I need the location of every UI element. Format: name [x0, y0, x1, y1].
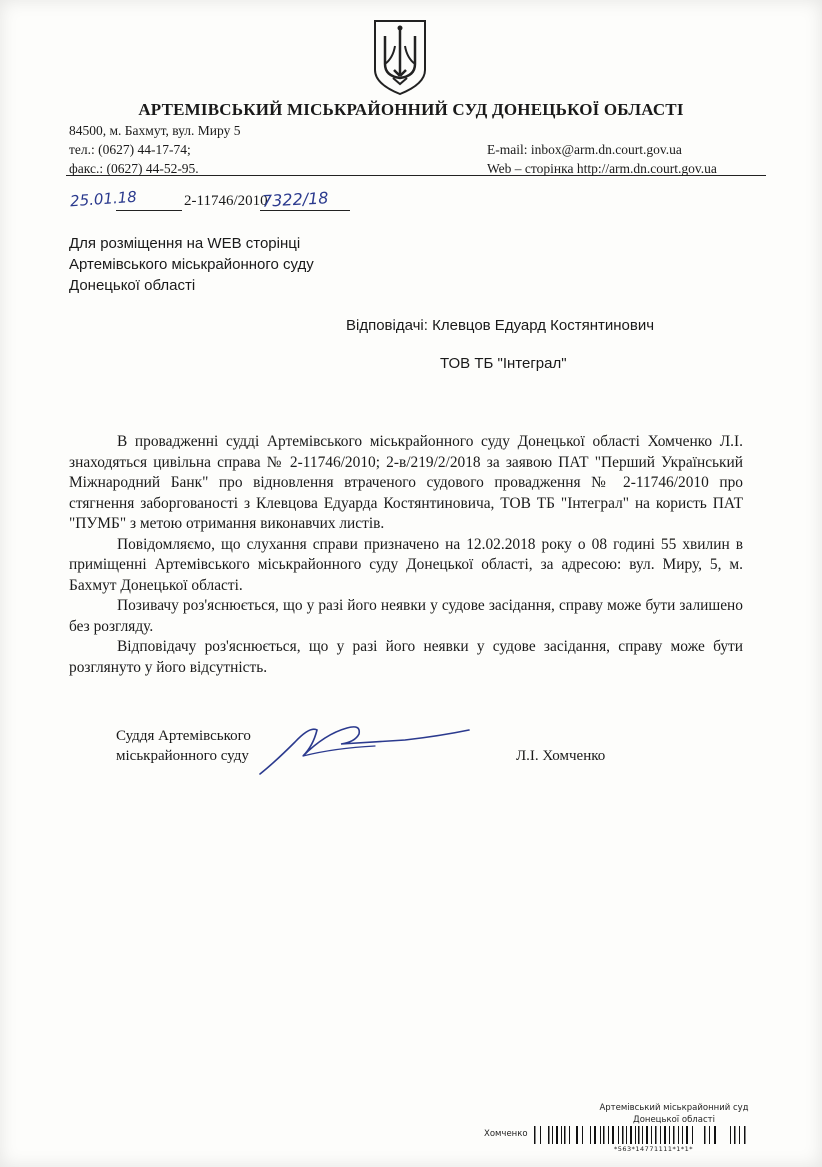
handwritten-outgoing-number: 7322/18 [261, 188, 329, 211]
defendant-row-1 [346, 315, 746, 336]
defendant-2: ТОВ ТБ "Інтеграл" [440, 355, 567, 372]
court-email: E-mail: inbox@arm.dn.court.gov.ua [487, 142, 682, 157]
court-phone: тел.: (0627) 44-17-74; [69, 142, 191, 157]
stamp-court-line-1: Артемівський міськрайонний суд [599, 1103, 749, 1113]
addressee-block [69, 233, 389, 296]
handwritten-date: 25.01.18 [69, 187, 138, 211]
body-paragraph-3: Позивачу роз'яснюється, що у разі його неявки у судове засідання, справу може бути залишено без розгляду. [69, 597, 743, 635]
header-divider [66, 175, 766, 176]
defendants-label: Відповідачі: [346, 317, 428, 334]
coat-of-arms-icon [371, 18, 429, 96]
letter-body [69, 432, 743, 678]
court-contacts-left [69, 121, 279, 178]
defendants-block [346, 315, 746, 372]
addressee-line-1: Для розміщення на WEB сторінці [69, 235, 301, 252]
court-address: 84500, м. Бахмут, вул. Миру 5 [69, 123, 241, 138]
court-fax: факс.: (0627) 44-52-95. [69, 161, 199, 176]
handwritten-signature [255, 712, 475, 782]
addressee-line-2: Артемівського міськрайонного суду [69, 256, 314, 273]
date-underline [116, 210, 182, 211]
signatory-title-line-2: міськрайонного суду [116, 748, 249, 764]
defendant-1: Клевцов Едуард Костянтинович [432, 317, 655, 334]
barcode-icon [534, 1124, 764, 1146]
stamp-court-line-2: Донецької області [633, 1115, 715, 1125]
case-number: 2-11746/2010 [184, 193, 268, 209]
body-paragraph-1: В провадженні судді Артемівського міськрайонного суду Донецької області Хомченко Л.І. знаходяться цивільна справа № 2-11746/2010; 2-в/219/2/2018 за заявою ПАТ "Перший Український Міжнародний Банк" про відновлення втраченого судового провадження № 2-11746/2010 про стягнення заборгованості з Клевцова Едуарда Костянтиновича, ТОВ ТБ "Інтеграл" на користь ПАТ "ПУМБ" з метою отримання виконавчих листів. [69, 433, 743, 532]
judge-name: Л.І. Хомченко [516, 748, 606, 764]
court-contacts-right [487, 140, 777, 178]
addressee-line-3: Донецької області [69, 277, 196, 294]
stamp-judge-name: Хомченко [484, 1129, 528, 1139]
signatory-title-line-1: Суддя Артемівського [116, 728, 251, 744]
body-paragraph-2: Повідомляємо, що слухання справи призначено на 12.02.2018 року о 08 годині 55 хвилин в приміщенні Артемівського міськрайонного суду Донецької області, за адресою: вул. Миру, 5, м. Бахмут Донецької області. [69, 535, 743, 594]
barcode-caption: *563*14771111*1*1* [614, 1145, 694, 1153]
court-name-heading: АРТЕМІВСЬКИЙ МІСЬКРАЙОННИЙ СУД ДОНЕЦЬКОЇ ОБЛАСТІ [138, 100, 684, 119]
body-paragraph-4: Відповідачу роз'яснюється, що у разі його неявки у судове засідання, справу може бути розглянуто у його відсутність. [69, 638, 743, 676]
court-website: Web – сторінка http://arm.dn.court.gov.ua [487, 161, 717, 176]
stamp-court-name [584, 1102, 764, 1126]
registration-line [66, 187, 366, 220]
